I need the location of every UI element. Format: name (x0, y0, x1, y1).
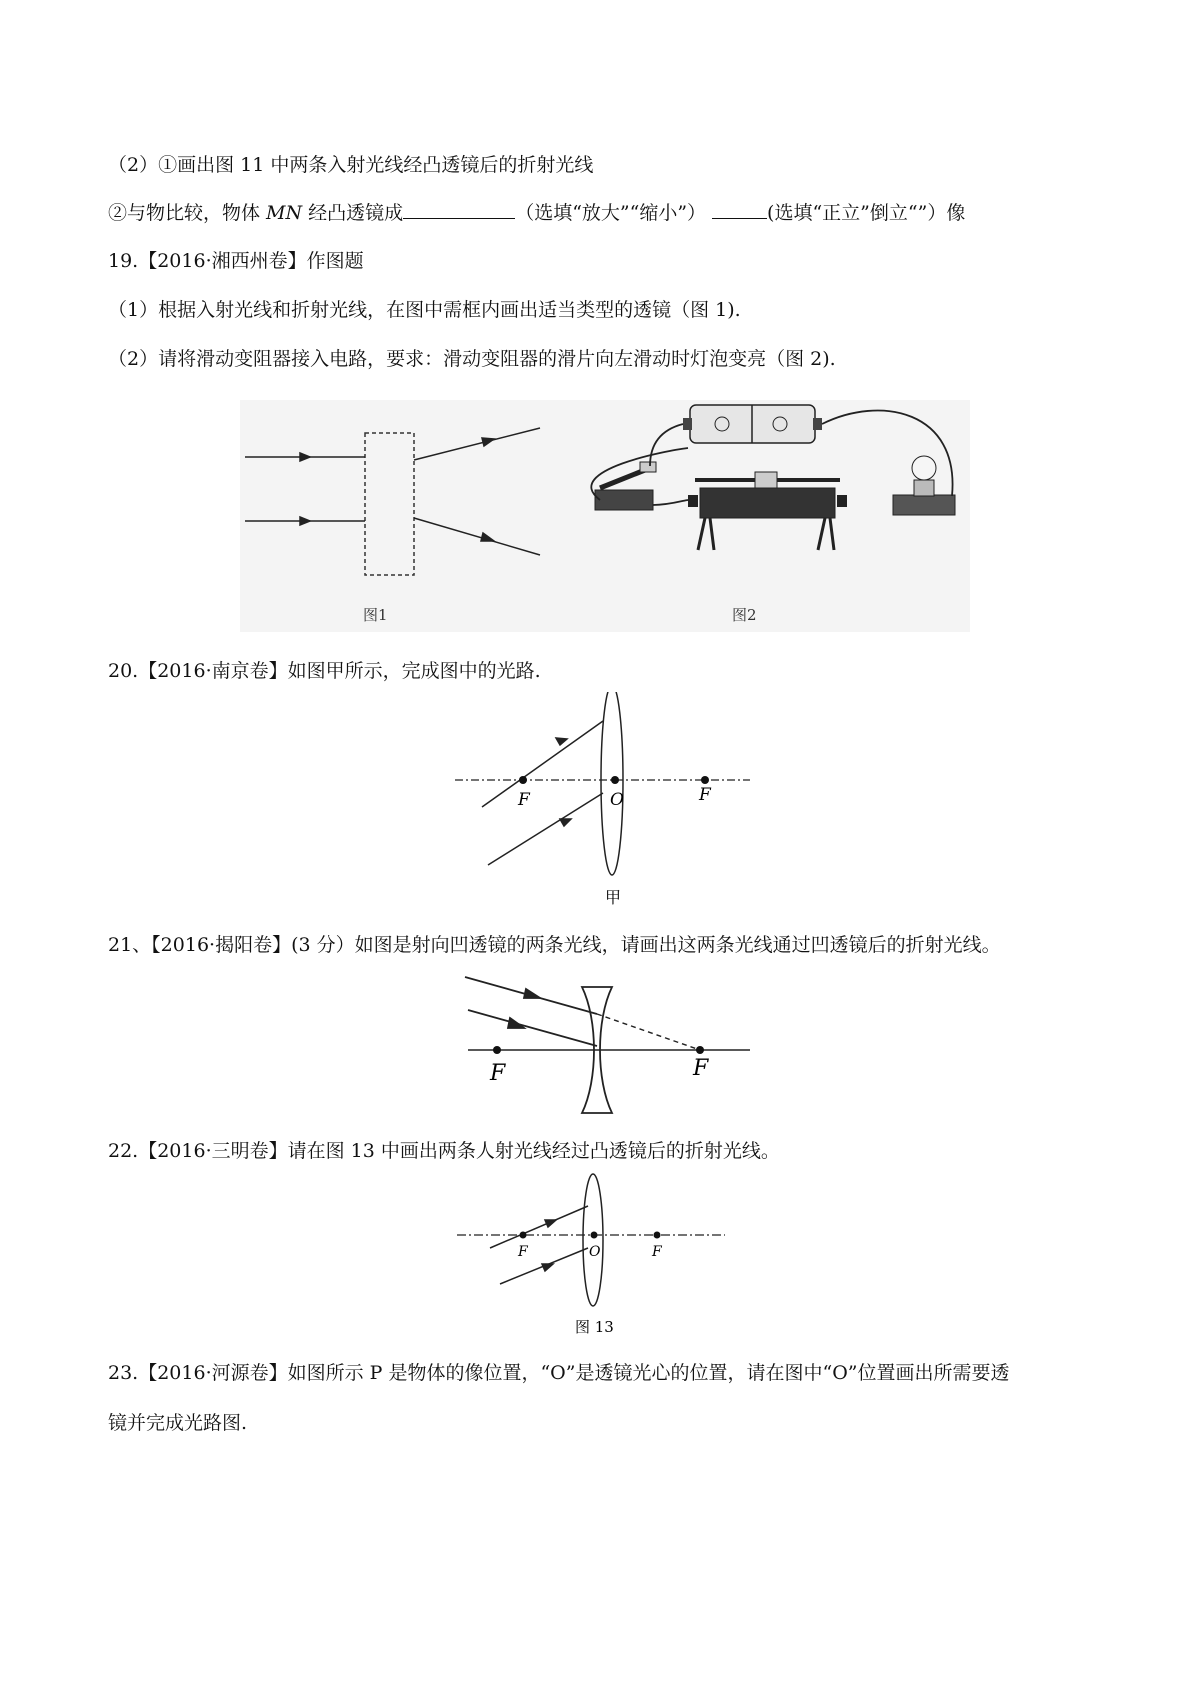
convex-lens (601, 692, 623, 875)
label-f-right: F (699, 785, 711, 805)
label-f-right: F (693, 1056, 709, 1081)
q23-line2: 镜并完成光路图. (108, 1412, 248, 1434)
q18-text-c: （选填“放大”“缩小”） (515, 202, 707, 224)
q18-text-a: ②与物比较，物体 (108, 202, 267, 224)
incident-rays (490, 1206, 588, 1284)
dashed-extension (597, 1014, 700, 1050)
focal-point-left (520, 1232, 527, 1239)
answer-blank-1[interactable] (403, 200, 515, 219)
figure-background (240, 400, 970, 632)
q23-line1: 23.【2016·河源卷】如图所示 P 是物体的像位置，“O”是透镜光心的位置，请在图中“O”位置画出所需要透 (108, 1362, 1010, 1384)
battery-pack (683, 405, 822, 443)
label-f-right: F (652, 1244, 662, 1260)
label-o: O (589, 1244, 601, 1260)
q22-title: 22.【2016·三明卷】请在图 13 中画出两条人射光线经过凸透镜后的折射光线。 (108, 1140, 780, 1162)
q21-title: 21、【2016·揭阳卷】(3 分）如图是射向凹透镜的两条光线，请画出这两条光线通过凹透镜后的折射光线。 (108, 934, 1001, 956)
q18-part2-line1: （2）①画出图 11 中两条入射光线经凸透镜后的折射光线 (108, 154, 594, 176)
answer-blank-2[interactable] (712, 200, 767, 219)
label-f-left: F (518, 1244, 528, 1260)
optical-center (591, 1232, 598, 1239)
figure-caption: 图 13 (575, 1318, 614, 1336)
convex-lens (583, 1174, 603, 1306)
focal-point-right (701, 776, 709, 784)
q20-figure (440, 692, 760, 912)
q18-text-b: 经凸透镜成 (302, 202, 404, 224)
q22-figure (455, 1172, 745, 1342)
focal-point-left (493, 1046, 501, 1054)
fig2-caption: 图2 (732, 606, 757, 624)
incident-rays (465, 977, 597, 1046)
q21-figure (460, 970, 760, 1120)
label-f-left: F (490, 1061, 506, 1086)
fig1-caption: 图1 (363, 606, 388, 624)
q19-part1: （1）根据入射光线和折射光线，在图中需框内画出适当类型的透镜（图 1). (108, 299, 741, 321)
q19-figures (240, 400, 970, 632)
focal-point-right (654, 1232, 661, 1239)
label-o: O (610, 790, 624, 810)
q19-title: 19.【2016·湘西州卷】作图题 (108, 250, 364, 272)
focal-point-right (696, 1046, 704, 1054)
incident-rays (482, 721, 603, 865)
q20-title: 20.【2016·南京卷】如图甲所示，完成图中的光路. (108, 660, 541, 682)
q18-part2-line2 (108, 200, 965, 226)
q19-part2: （2）请将滑动变阻器接入电路，要求：滑动变阻器的滑片向左滑动时灯泡变亮（图 2). (108, 348, 836, 370)
focal-point-left (519, 776, 527, 784)
optical-center (611, 776, 619, 784)
figure-caption: 甲 (605, 888, 622, 907)
label-f-left: F (518, 790, 530, 810)
q18-mn-label: MN (266, 202, 303, 224)
q18-text-d: (选填“正立”倒立“”）像 (767, 202, 966, 224)
